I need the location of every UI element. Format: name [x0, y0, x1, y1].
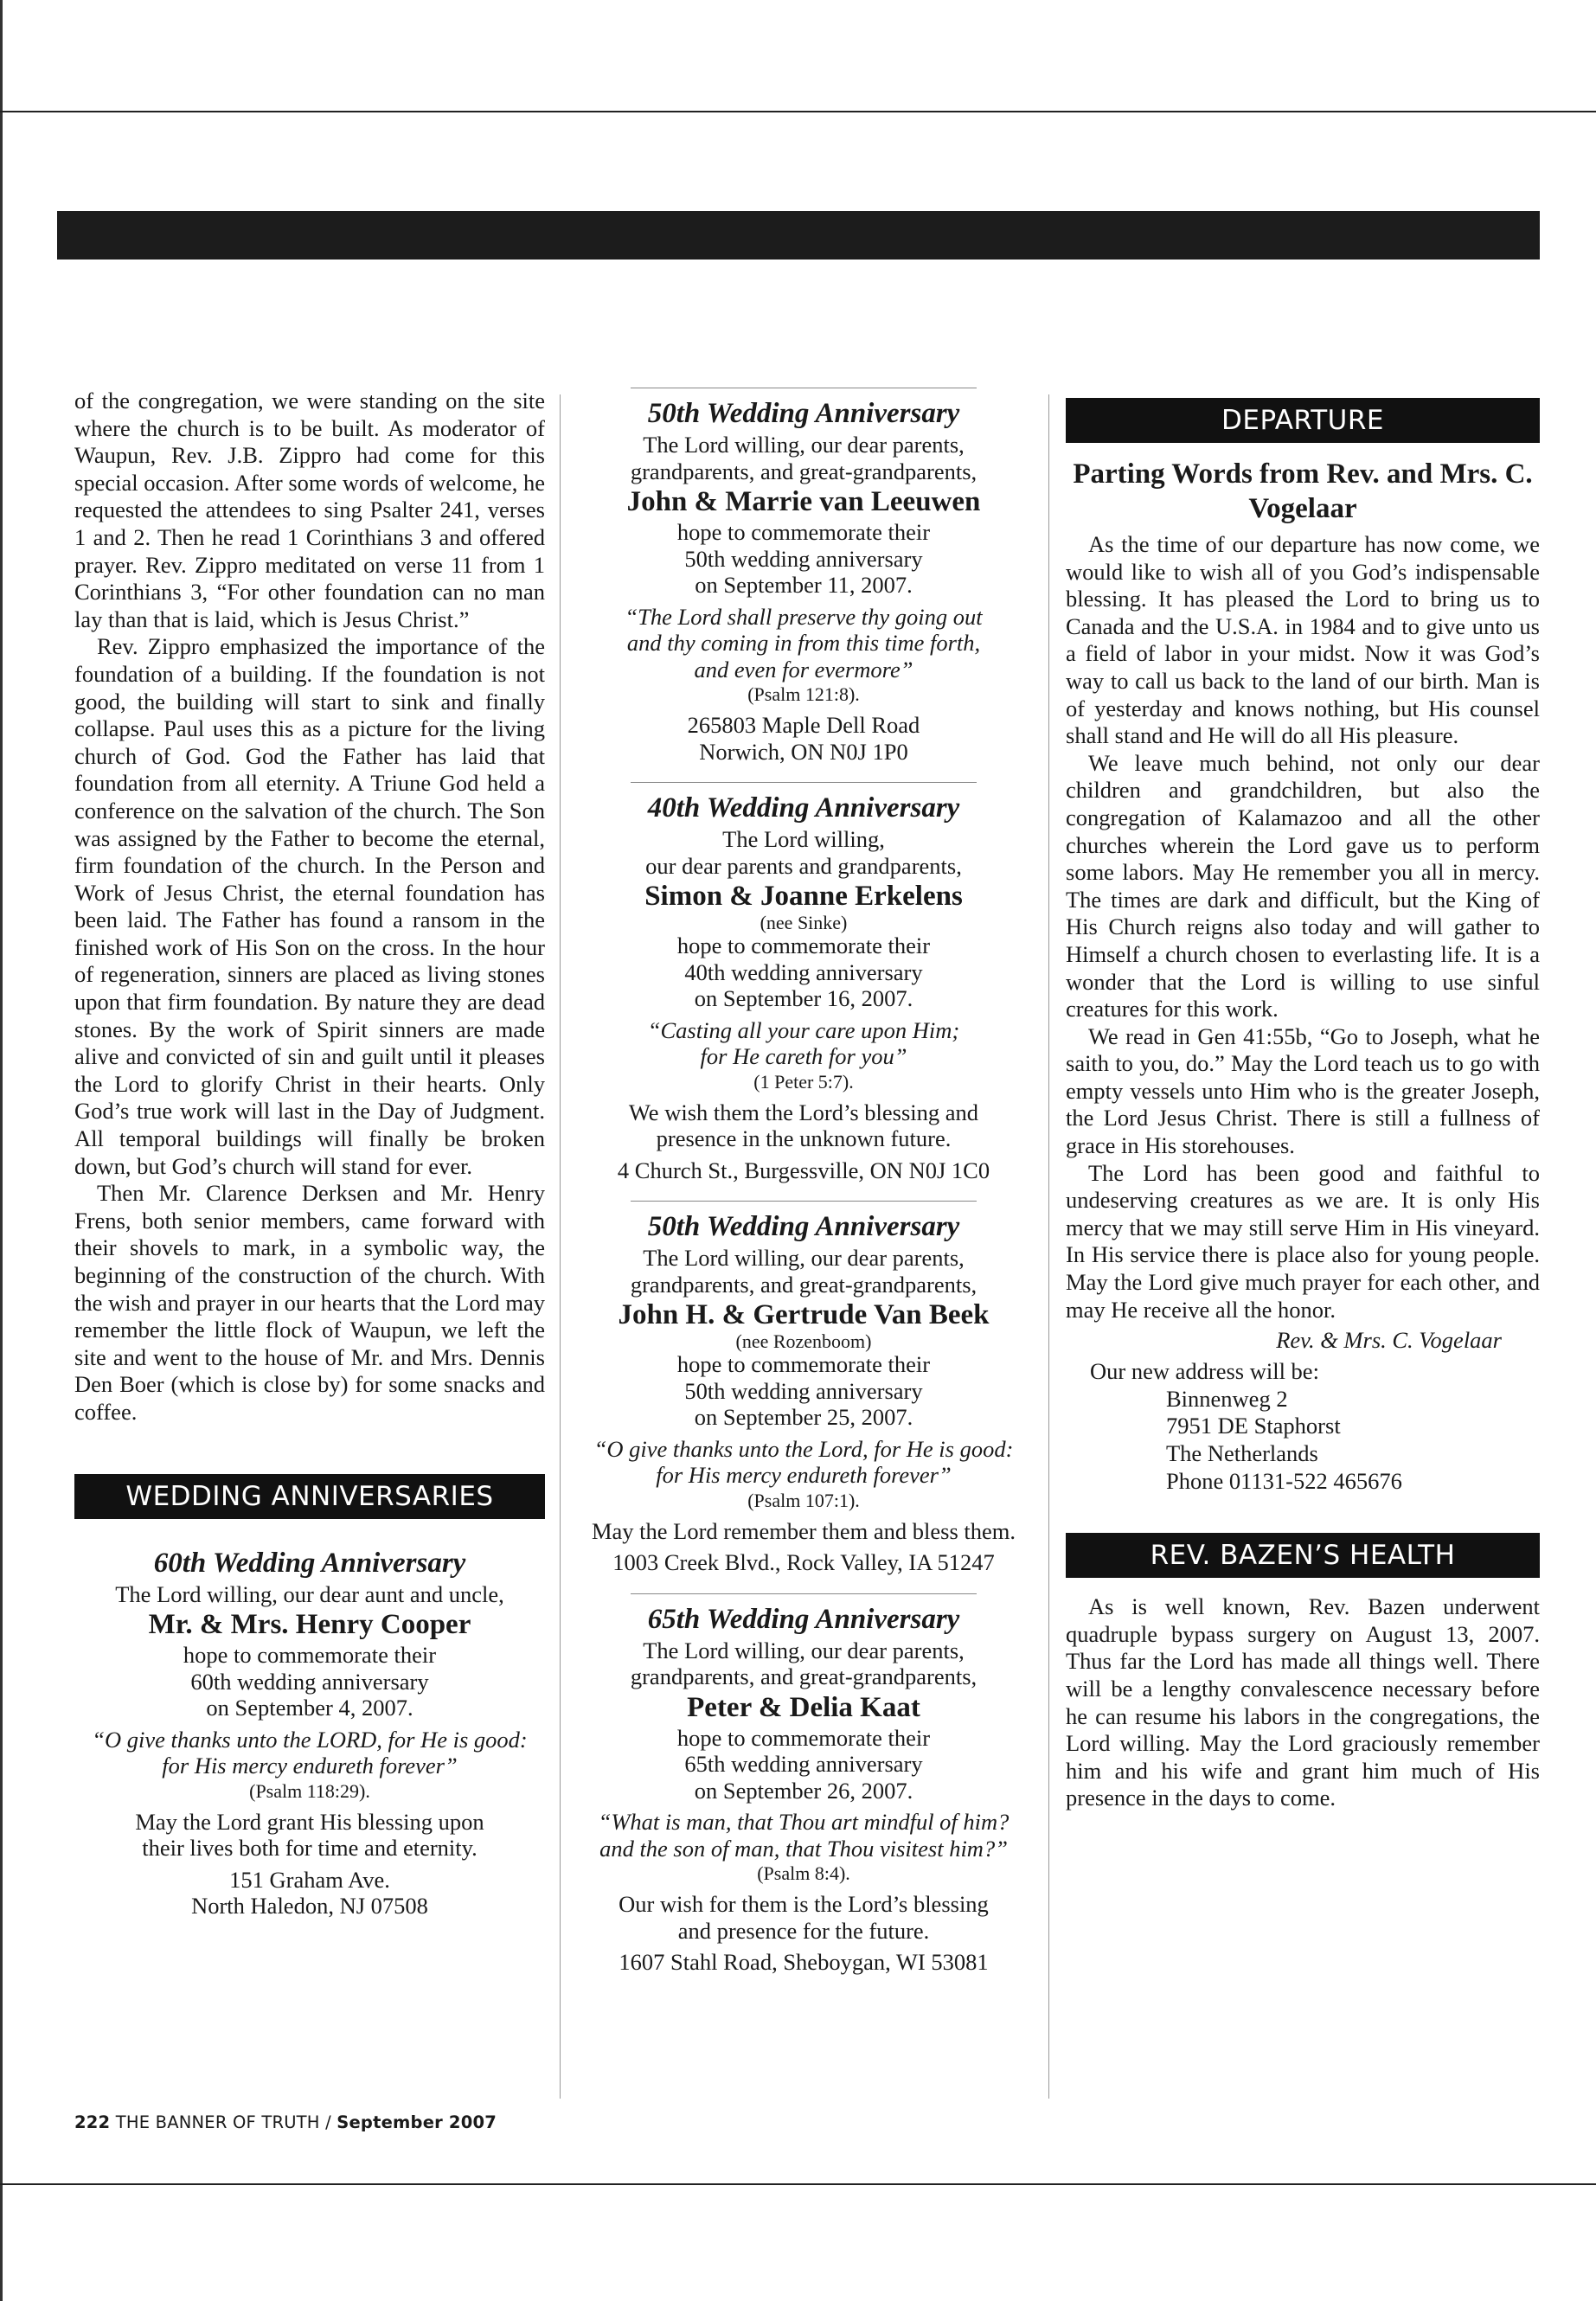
wish-line: We wish them the Lord’s blessing and [628, 1099, 979, 1125]
address-line: Phone 01131-522 465676 [1166, 1467, 1402, 1494]
wish-line: May the Lord grant His blessing upon [135, 1808, 484, 1835]
address-line: 7951 DE Staphorst [1166, 1413, 1341, 1439]
wish-line: May the Lord remember them and bless them. [591, 1517, 1016, 1544]
issue-date: September 2007 [337, 2112, 497, 2132]
verse-line: and the son of man, that Thou visitest him?” [599, 1835, 1008, 1862]
address-line: Norwich, ON N0J 1P0 [699, 738, 908, 765]
hope-line: on September 4, 2007. [206, 1695, 413, 1721]
intro-line: grandparents, and great-grandparents, [630, 1271, 977, 1298]
section-banner-wedding-anniversaries: WEDDING ANNIVERSARIES [74, 1474, 545, 1519]
column-divider [560, 394, 561, 2099]
hope-line: on September 11, 2007. [695, 572, 913, 598]
wish-line: and presence for the future. [677, 1917, 930, 1944]
new-address [1166, 1386, 1540, 1495]
column-middle [574, 388, 1033, 1976]
paragraph: The Lord has been good and faithful to undeserving creatures as we are. It is only His mercy that we may still serve Him in His vineyard. In His service there is place also for young people. May the Lord give much prayer for each other, and may He receive all the honor. [1066, 1159, 1540, 1323]
scripture-reference: (1 Peter 5:7). [753, 1070, 854, 1093]
anniversary-heading: 60th Wedding Anniversary [153, 1547, 466, 1579]
hope-line: hope to commemorate their [676, 519, 931, 545]
column-divider [1048, 394, 1049, 2099]
anniversary-notice [574, 1201, 1033, 1576]
scripture-reference: (Psalm 8:4). [757, 1862, 850, 1884]
bottom-rule [0, 2183, 1596, 2185]
address-line: North Haledon, NJ 07508 [191, 1893, 428, 1920]
verse-line: “O give thanks unto the Lord, for He is good: [593, 1435, 1014, 1462]
title-line: Parting Words from [1073, 458, 1320, 490]
maiden-name: (nee Rozenboom) [735, 1330, 872, 1352]
verse-line: “O give thanks unto the LORD, for He is good: [92, 1726, 528, 1753]
column-left [74, 388, 545, 1920]
anniversary-heading: 65th Wedding Anniversary [647, 1603, 960, 1635]
anniversary-heading: 50th Wedding Anniversary [647, 1211, 960, 1242]
hope-line: hope to commemorate their [676, 933, 931, 958]
maiden-name: (nee Sinke) [760, 912, 848, 933]
couple-names: John H. & Gertrude Van Beek [618, 1299, 990, 1330]
hope-line: on September 16, 2007. [694, 985, 913, 1011]
hope-line: hope to commemorate their [676, 1724, 931, 1751]
wish-line: Our wish for them is the Lord’s blessing [619, 1891, 989, 1917]
hope-line: 60th wedding anniversary [190, 1668, 429, 1695]
wish-line: their lives both for time and eternity. [142, 1835, 478, 1862]
verse-line: “What is man, that Thou art mindful of him? [598, 1809, 1010, 1835]
hope-line: hope to commemorate their [183, 1642, 437, 1669]
verse-line: for His mercy endureth forever” [656, 1462, 952, 1488]
address-line: 151 Graham Ave. [229, 1866, 390, 1893]
address-line: 4 Church St., Burgessville, ON N0J 1C0 [617, 1157, 990, 1183]
intro-line: The Lord willing, [722, 826, 885, 852]
hope-line: 50th wedding anniversary [684, 545, 923, 572]
intro-line: The Lord willing, our dear parents, [643, 1245, 965, 1271]
address-line: 1003 Creek Blvd., Rock Valley, IA 51247 [612, 1549, 995, 1575]
intro-line: The Lord willing, our dear aunt and uncle, [115, 1580, 504, 1607]
page-left-edge [0, 0, 3, 2301]
section-banner-departure: DEPARTURE [1066, 398, 1540, 443]
couple-names: Simon & Joanne Erkelens [644, 881, 963, 912]
scripture-verse [74, 1727, 545, 1779]
scripture-verse [574, 1436, 1033, 1489]
hope-line: on September 26, 2007. [694, 1777, 913, 1804]
scripture-verse [574, 1017, 1033, 1070]
address-line: Binnenweg 2 [1166, 1385, 1288, 1412]
signature: Rev. & Mrs. C. Vogelaar [1276, 1327, 1502, 1354]
header-bar [57, 211, 1540, 260]
intro-line: The Lord willing, our dear parents, [643, 432, 965, 458]
title-line: Rev. and Mrs. C. Vogelaar [1248, 458, 1533, 524]
page-footer [74, 2112, 497, 2132]
address-line: The Netherlands [1166, 1440, 1318, 1466]
intro-line: our dear parents and grandparents, [645, 852, 962, 879]
hope-line: 50th wedding anniversary [684, 1377, 923, 1404]
address [574, 1157, 1033, 1184]
hope-line: 40th wedding anniversary [684, 958, 923, 985]
section-banner-health: REV. BAZEN’S HEALTH [1066, 1533, 1540, 1578]
couple-names: John & Marrie van Leeuwen [626, 486, 981, 517]
address [574, 1549, 1033, 1576]
paragraph: We read in Gen 41:55b, “Go to Joseph, what he saith to you, do.” May the Lord teach us to go with empty vessels unto Him who is the greater Joseph, the Lord Jesus Christ. There is still a fullness of grace in His storehouses. [1066, 1022, 1540, 1159]
scripture-verse [574, 1809, 1033, 1862]
intro-line: The Lord willing, our dear parents, [643, 1637, 965, 1663]
column-right [1066, 398, 1540, 1812]
anniversary-heading: 40th Wedding Anniversary [647, 792, 960, 824]
health-update [1066, 1593, 1540, 1812]
departure-title [1066, 457, 1540, 526]
intro-line: grandparents, and great-grandparents, [630, 1663, 977, 1689]
hope-line: on September 25, 2007. [694, 1404, 913, 1430]
address-line: 265803 Maple Dell Road [687, 712, 920, 738]
paragraph: We leave much behind, not only our dear children and grandchildren, but also the congregation of Kalamazoo and all the other churches wherein the Lord gave us to perform some labors. May He remember you all in mercy. The times are dark and difficult, but the King of His Church reigns also today and will gather to Himself a church chosen to everlasting life. It is a wonder that the Lord is willing to use sinful creatures for this work. [1066, 749, 1540, 1022]
article-continuation [74, 388, 545, 1426]
paragraph: As is well known, Rev. Bazen underwent quadruple bypass surgery on August 13, 2007. Thus far the Lord has made all things well. There will be a lengthy convalescence necessary before he can resume his labors in the congregations, the Lord willing. May the Lord graciously remember him and his wife and grant him much of His presence in the days to come. [1066, 1593, 1540, 1811]
divider-rule [631, 1201, 977, 1202]
address-intro: Our new address will be: [1090, 1358, 1319, 1385]
verse-line: for He careth for you” [700, 1043, 907, 1069]
anniversary-notice [574, 388, 1033, 765]
page-number: 222 [74, 2112, 111, 2132]
verse-line: for His mercy endureth forever” [162, 1753, 458, 1779]
publication-name: THE BANNER OF TRUTH [115, 2112, 320, 2132]
verse-line: and thy coming in from this time forth, [626, 630, 981, 656]
hope-line: 65th wedding anniversary [684, 1751, 923, 1777]
departure-letter [1066, 531, 1540, 1324]
address-line: 1607 Stahl Road, Sheboygan, WI 53081 [619, 1949, 989, 1975]
paragraph: Then Mr. Clarence Derksen and Mr. Henry Frens, both senior members, came forward with their shovels to mark, in a symbolic way, the beginning of the construction of the church. With the wish and prayer in our hearts that the Lord may remember the little flock of Waupun, we left the site and went to the house of Mr. and Mrs. Dennis Den Boer (which is close by) for some snacks and coffee. [74, 1180, 545, 1425]
paragraph: As the time of our departure has now come, we would like to wish all of you God’s indispensable blessing. It has pleased the Lord to bring us to Canada and the U.S.A. in 1984 and to give unto us a field of labor in your midst. Now it was God’s way to call us back to the land of our birth. Man is of yesterday and knows nothing, but His counsel shall stand and He will do all His pleasure. [1066, 531, 1540, 749]
verse-line: and even for evermore” [694, 656, 913, 683]
top-rule [0, 111, 1596, 112]
wish-line: presence in the unknown future. [656, 1125, 952, 1151]
scripture-reference: (Psalm 121:8). [747, 683, 860, 705]
scripture-reference: (Psalm 107:1). [747, 1489, 860, 1511]
anniversary-notice [574, 782, 1033, 1183]
paragraph: of the congregation, we were standing on the site where the church is to be built. As moderator of Waupun, Rev. J.B. Zippro had come for this special occasion. After some words of welcome, he requested the attendees to sing Psalter 241, verses 1 and 2. Then he read 1 Corinthians 3 and offered prayer. Rev. Zippro meditated on verse 11 from 1 Corinthians 3, “For other foundation can no man lay than that is laid, which is Jesus Christ.” [74, 388, 545, 632]
address [574, 1949, 1033, 1976]
wish-text [574, 1518, 1033, 1545]
address [74, 1867, 545, 1920]
anniversary-notice [574, 1593, 1033, 1976]
verse-line: “Casting all your care upon Him; [647, 1016, 960, 1043]
scripture-reference: (Psalm 118:29). [249, 1779, 370, 1802]
divider-rule [631, 782, 977, 783]
anniversary-heading: 50th Wedding Anniversary [647, 398, 960, 429]
couple-names: Peter & Delia Kaat [687, 1691, 920, 1723]
wish-text [574, 1099, 1033, 1152]
wish-text [574, 1891, 1033, 1944]
paragraph: Rev. Zippro emphasized the importance of the foundation of a building. If the foundation is not good, the building will start to sink and finally collapse. Paul uses this as a picture for the living church of God. God the Father has laid that foundation from all eternity. A Triune God held a conference on the salvation of the church. The Son was assigned by the Father to become the eternal, firm foundation of the church. In the Person and Work of Jesus Christ, the eternal foundation has been laid. The Father has found a ransom in the finished work of His Son on the cross. In the hour of regeneration, sinners are placed as living stones upon that firm foundation. By nature they are dead stones. By the work of Spirit sinners are made alive and convicted of sin and guilt until it pleases the Lord to glorify Christ in their hearts. Only God’s true work will last in the Day of Judgment. All temporal buildings will finally be broken down, but God’s church will stand for ever. [74, 633, 545, 1179]
address [574, 712, 1033, 765]
verse-line: “The Lord shall preserve thy going out [625, 603, 983, 630]
intro-line: grandparents, and great-grandparents, [630, 458, 977, 484]
wish-text [74, 1809, 545, 1862]
scripture-verse [574, 604, 1033, 683]
couple-names: Mr. & Mrs. Henry Cooper [148, 1609, 471, 1641]
footer-separator: / [325, 2112, 331, 2132]
anniversary-notice [74, 1545, 545, 1920]
hope-line: hope to commemorate their [676, 1351, 931, 1377]
divider-rule [631, 1593, 977, 1594]
